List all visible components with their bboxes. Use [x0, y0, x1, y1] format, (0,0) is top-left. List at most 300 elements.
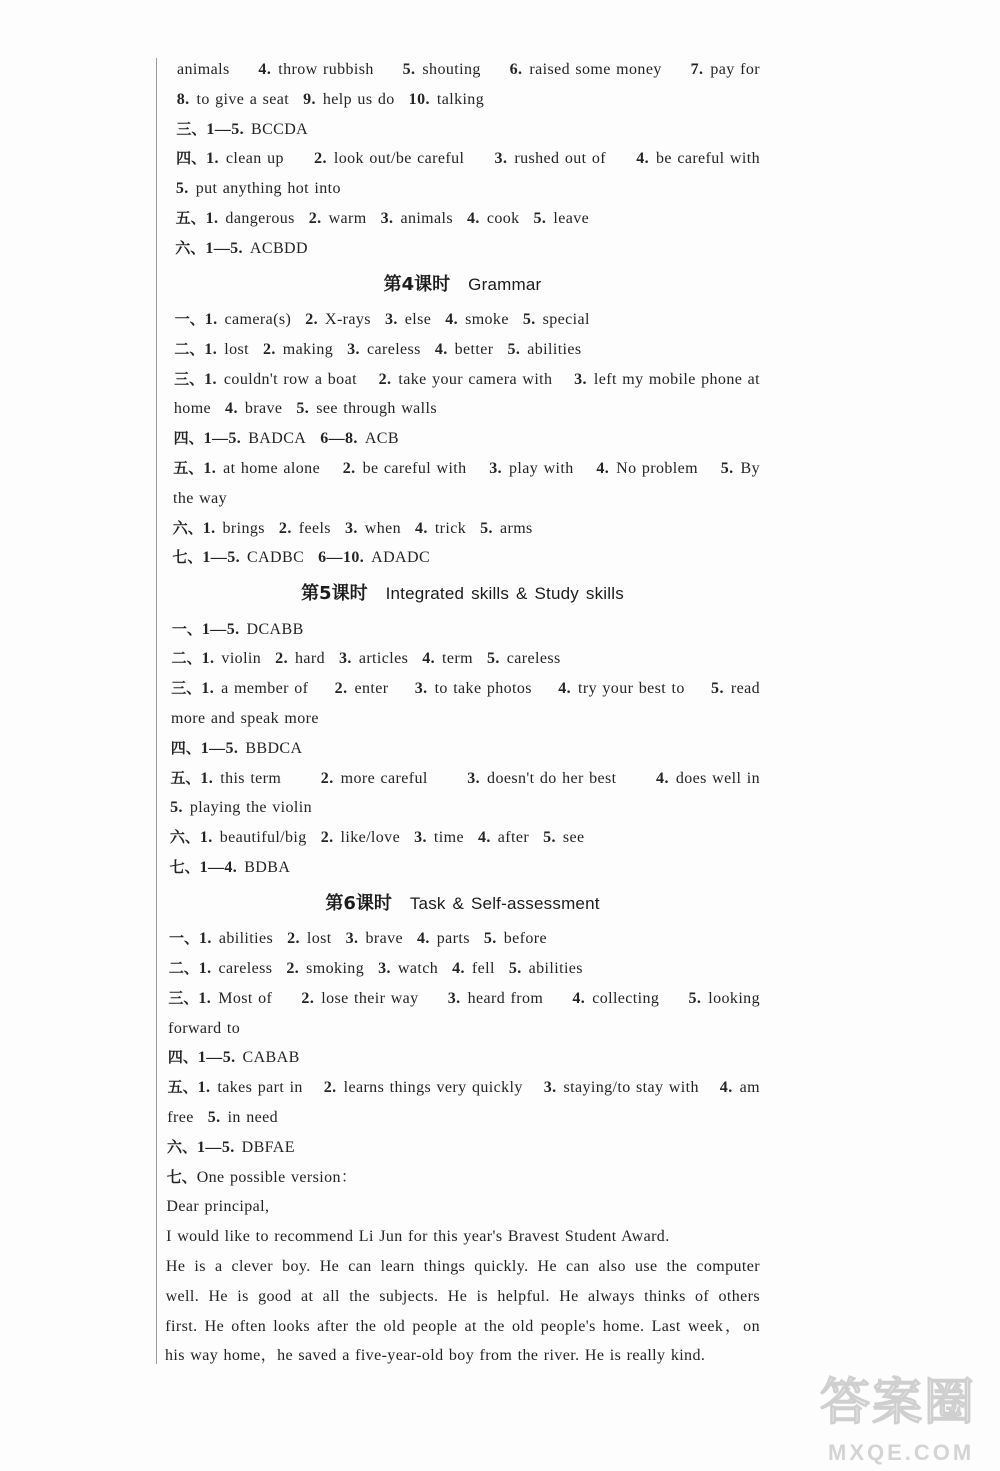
answer-item [176, 115, 308, 145]
answer-text: be careful with [656, 150, 760, 168]
section-marker: 七、 [172, 548, 203, 567]
item-number: 3. [489, 460, 503, 478]
answer-item [174, 365, 357, 395]
lesson-number: 第6课时 [325, 892, 392, 914]
answer-line [165, 1163, 760, 1193]
item-number: 1. [198, 959, 212, 977]
lesson-heading [165, 883, 760, 924]
item-number: 1—5. [200, 739, 239, 757]
item-number: 3. [414, 680, 428, 698]
item-number: 1. [201, 680, 215, 698]
answer-text: term [442, 650, 473, 668]
answer-item [176, 174, 341, 204]
answer-line [165, 764, 760, 794]
item-number: 2. [278, 519, 292, 537]
answer-item [489, 454, 573, 484]
answer-text: see through walls [316, 400, 437, 418]
item-number: 5. [483, 930, 497, 948]
answer-text: doesn't do her best [487, 769, 617, 787]
item-number: 4. [434, 340, 448, 358]
answer-item [345, 514, 401, 544]
section-marker: 四、 [167, 1048, 198, 1067]
answer-text: One possible version： [196, 1168, 358, 1186]
answer-text: put anything hot into [195, 180, 341, 198]
answer-line [165, 305, 760, 335]
section-marker: 四、 [173, 429, 204, 448]
answer-text: leave [553, 210, 590, 228]
answer-text: after [497, 829, 530, 847]
answer-item [263, 335, 333, 365]
section-marker: 六、 [167, 1137, 198, 1156]
answer-line [165, 704, 760, 734]
item-number: 1—5. [205, 239, 243, 257]
answer-item [258, 55, 373, 85]
answer-text: camera(s) [224, 311, 292, 329]
answer-text: CADBC [247, 549, 305, 567]
answer-text: ACBDD [249, 239, 308, 257]
answer-text: more careful [340, 769, 428, 787]
item-number: 5. [486, 650, 500, 668]
item-number: 5. [543, 829, 556, 847]
item-number: 1—5. [202, 549, 241, 567]
gutter-line [156, 58, 157, 1364]
answer-item [176, 204, 295, 234]
section-marker: 六、 [175, 238, 206, 257]
item-number: 1. [204, 340, 218, 358]
section-marker: 一、 [169, 929, 200, 948]
item-number: 1—5. [197, 1138, 235, 1156]
item-number: 1. [201, 650, 215, 668]
item-number: 2. [301, 989, 315, 1007]
answer-text: BCCDA [251, 120, 309, 138]
item-number: 3. [574, 370, 587, 388]
section-marker: 一、 [171, 619, 202, 638]
answer-text: parts [436, 930, 470, 948]
answer-text: smoking [306, 959, 365, 977]
answer-item [321, 823, 400, 853]
item-number: 1. [199, 829, 213, 847]
item-number: 2. [275, 650, 288, 668]
item-number: 1—5. [201, 620, 240, 638]
answer-text: see [562, 829, 585, 847]
answer-item [225, 394, 282, 424]
answer-item [169, 924, 273, 954]
answer-item [208, 1103, 278, 1133]
answer-text: animals [400, 210, 454, 228]
answer-text: fell [471, 959, 495, 977]
answer-item [170, 853, 291, 883]
answer-text: takes part in [217, 1079, 303, 1097]
answer-item [168, 984, 272, 1014]
answer-item [176, 144, 284, 174]
item-number: 3. [347, 340, 360, 358]
answer-item [177, 85, 289, 115]
item-number: 5. [507, 340, 521, 358]
answer-text: BBDCA [245, 739, 303, 757]
item-number: 4. [719, 1079, 733, 1097]
answer-item [409, 85, 484, 115]
item-number: 6—8. [320, 430, 358, 448]
answer-item [572, 984, 659, 1014]
answer-text: hard [294, 650, 326, 668]
answer-text: rushed out of [514, 150, 606, 168]
item-number: 2. [314, 150, 327, 168]
answer-text: abilities [218, 930, 274, 948]
item-number: 1. [197, 1079, 211, 1097]
answer-text: heard from [467, 989, 544, 1007]
answer-item [174, 394, 211, 424]
answer-text: learns things very quickly [343, 1079, 523, 1097]
answer-text: left my mobile phone at [593, 370, 760, 388]
answer-text: collecting [592, 989, 660, 1007]
answer-text: By [740, 460, 760, 478]
section-marker: 三、 [174, 369, 205, 388]
answer-item [448, 984, 543, 1014]
answer-item [543, 823, 584, 853]
answer-line [165, 644, 760, 674]
item-number: 3. [494, 150, 508, 168]
answer-line [165, 1043, 760, 1073]
answer-line [165, 823, 760, 853]
lesson-title: Grammar [468, 274, 542, 294]
answer-text: beautiful/big [219, 829, 307, 847]
answer-text: articles [358, 650, 409, 668]
item-number: 3. [378, 959, 391, 977]
answer-item [303, 85, 395, 115]
answer-line [165, 454, 760, 484]
answer-item [324, 1073, 523, 1103]
answer-text: pay for [710, 61, 760, 79]
answer-text: special [542, 311, 590, 329]
item-number: 1. [202, 519, 216, 537]
answer-text: brings [222, 519, 265, 537]
answer-item [346, 924, 403, 954]
item-number: 1. [199, 930, 212, 948]
answer-item [691, 55, 760, 85]
answer-item [275, 644, 325, 674]
item-number: 4. [656, 769, 669, 787]
answer-text: help us do [322, 90, 395, 108]
answer-line [165, 85, 760, 115]
item-number: 2. [286, 959, 300, 977]
answer-item [287, 924, 332, 954]
item-number: 5. [296, 400, 310, 418]
answer-text: try your best to [578, 680, 685, 698]
answer-item [175, 305, 292, 335]
answer-text: more and speak more [171, 710, 319, 728]
answer-text: home [173, 400, 212, 418]
answer-text: shouting [422, 61, 481, 79]
answer-item [286, 954, 364, 984]
item-number: 4. [636, 150, 650, 168]
item-number: 5. [711, 680, 724, 698]
answer-text: making [282, 340, 334, 358]
answer-item [385, 305, 431, 335]
answer-line [165, 674, 760, 704]
answer-line [165, 984, 760, 1014]
answer-item [487, 644, 561, 674]
answer-item [480, 514, 533, 544]
answer-text: DBFAE [241, 1138, 295, 1156]
item-number: 3. [339, 650, 352, 668]
lesson-title: Integrated skills & Study skills [385, 584, 624, 604]
answer-text: throw rubbish [278, 61, 374, 79]
item-number: 4. [422, 650, 436, 668]
answer-line [165, 615, 760, 645]
answer-item [544, 1073, 699, 1103]
answer-text: this term [220, 769, 282, 787]
letter-line: well. He is good at all the subjects. He is helpful. He always thinks of others [165, 1287, 760, 1305]
answer-text: looking [708, 989, 760, 1007]
answer-line [165, 1073, 760, 1103]
item-number: 3. [344, 519, 358, 537]
answer-text: when [364, 519, 402, 537]
item-number: 3. [543, 1079, 557, 1097]
item-number: 2. [323, 1079, 337, 1097]
answer-text: violin [221, 650, 262, 668]
item-number: 10. [408, 90, 430, 108]
answer-item [574, 365, 760, 395]
letter-line: his way home，he saved a five-year-old boy from the river. He is really kind. [165, 1347, 706, 1365]
lesson-heading [165, 264, 760, 305]
answer-item [171, 704, 319, 734]
item-number: 8. [176, 90, 190, 108]
item-number: 4. [572, 989, 586, 1007]
answer-line [165, 365, 760, 395]
answer-text: feels [298, 519, 331, 537]
answer-text: animals [177, 61, 230, 79]
answer-text: take your camera with [398, 370, 553, 388]
section-marker: 三、 [168, 988, 199, 1007]
item-number: 1—4. [199, 859, 238, 876]
answer-line [165, 234, 760, 264]
answer-item [636, 144, 760, 174]
answer-line [165, 734, 760, 764]
answer-text: time [433, 829, 464, 847]
lesson-number: 第4课时 [383, 273, 451, 295]
answer-item [169, 954, 273, 984]
item-number: 9. [303, 90, 316, 108]
item-number: 4. [558, 680, 572, 698]
answer-item [305, 305, 371, 335]
answer-item [478, 823, 529, 853]
item-number: 2. [262, 340, 276, 358]
item-number: 2. [308, 210, 322, 228]
answer-item [467, 204, 520, 234]
item-number: 5. [402, 61, 416, 79]
answer-item [321, 764, 428, 794]
answer-item [495, 144, 606, 174]
lesson-number: 第5课时 [301, 583, 368, 605]
answer-item [510, 55, 662, 85]
item-number: 5. [720, 460, 734, 478]
answer-item [403, 55, 481, 85]
answer-item [173, 454, 320, 484]
item-number: 4. [452, 959, 465, 977]
answer-item [318, 543, 430, 573]
answer-item [167, 1133, 295, 1163]
answer-text: couldn't row a boat [223, 370, 357, 388]
item-number: 2. [334, 680, 348, 698]
answer-line [165, 1103, 760, 1133]
answer-item [343, 454, 467, 484]
answer-text: smoke [465, 311, 509, 329]
answer-item [171, 734, 303, 764]
answer-item [172, 615, 304, 645]
answer-item [320, 424, 399, 454]
item-number: 4. [415, 519, 428, 537]
answer-text: abilities [527, 340, 582, 358]
item-number: 4. [416, 930, 430, 948]
item-number: 1. [200, 769, 214, 787]
section-marker: 五、 [173, 459, 204, 478]
answer-item [314, 144, 464, 174]
answer-item [175, 234, 308, 264]
answer-text: abilities [528, 959, 583, 977]
answer-item [301, 984, 418, 1014]
item-number: 2. [305, 311, 318, 329]
item-number: 4. [445, 311, 459, 329]
answer-line [165, 174, 760, 204]
answer-item [415, 674, 532, 704]
answer-item [172, 644, 262, 674]
answer-line [165, 204, 760, 234]
answer-text: careless [366, 340, 421, 358]
item-number: 3. [447, 989, 461, 1007]
answer-item [523, 305, 590, 335]
answer-item [417, 924, 470, 954]
item-number: 5. [175, 180, 189, 198]
answer-line [165, 144, 760, 174]
answer-text: free [167, 1108, 194, 1126]
item-number: 5. [688, 989, 702, 1007]
answer-text: dangerous [225, 210, 295, 228]
letter-line: I would like to recommend Li Jun for this year's Bravest Student Award. [166, 1228, 670, 1246]
item-number: 5. [480, 519, 493, 537]
letter-line: He is a clever boy. He can learn things quickly. He can also use the computer [165, 1257, 760, 1275]
answer-item [688, 984, 760, 1014]
item-number: 3. [384, 311, 398, 329]
item-number: 4. [477, 829, 491, 847]
answer-text: watch [397, 959, 439, 977]
letter-line: first. He often looks after the old people at the old people's home. Last week，on [165, 1317, 760, 1335]
answer-text: forward to [168, 1019, 241, 1037]
answer-item [422, 644, 473, 674]
section-marker: 一、 [174, 310, 205, 329]
section-marker: 六、 [172, 518, 203, 537]
answer-item [170, 793, 312, 823]
answer-item [720, 1073, 760, 1103]
answer-text: ACB [364, 430, 399, 448]
answer-text: read [730, 680, 760, 698]
watermark-logo: 答案圈 [820, 1373, 976, 1431]
answer-text: warm [328, 210, 367, 228]
answer-text: to give a seat [196, 90, 290, 108]
answer-item [509, 954, 583, 984]
answer-text: X-rays [325, 311, 371, 329]
answer-text: ADADC [371, 549, 431, 567]
section-marker: 四、 [170, 738, 201, 757]
answer-text: be careful with [362, 460, 467, 478]
answer-column [165, 55, 760, 1371]
answer-line [165, 924, 760, 954]
section-marker: 五、 [167, 1078, 198, 1097]
sample-letter [165, 1192, 760, 1371]
section-marker: 二、 [171, 649, 202, 668]
section-marker: 二、 [174, 339, 205, 358]
answer-item [484, 924, 547, 954]
answer-text: before [503, 930, 547, 948]
answer-line [165, 1133, 760, 1163]
answer-text: enter [354, 680, 389, 698]
answer-text: am [739, 1079, 760, 1097]
answer-text: clean up [225, 150, 284, 168]
item-number: 2. [378, 370, 392, 388]
answer-line [165, 954, 760, 984]
answer-text: brave [244, 400, 283, 418]
answer-item [467, 764, 616, 794]
answer-item [378, 954, 438, 984]
answer-item [507, 335, 581, 365]
answer-text: to take photos [434, 680, 532, 698]
answer-text: better [454, 340, 494, 358]
item-number: 1. [203, 460, 217, 478]
section-marker: 七、 [169, 858, 200, 876]
answer-text: a member of [221, 680, 309, 698]
answer-text: the way [173, 489, 228, 507]
answer-text: staying/to stay with [563, 1079, 699, 1097]
answer-item [596, 454, 698, 484]
answer-line [165, 484, 760, 514]
item-number: 3. [345, 930, 359, 948]
answer-item [177, 55, 230, 85]
answer-item [170, 823, 307, 853]
answer-text: talking [436, 90, 485, 108]
answer-text: CABAB [242, 1049, 300, 1067]
answer-text: raised some money [529, 61, 662, 79]
item-number: 5. [533, 210, 547, 228]
answer-item [170, 764, 281, 794]
answer-line [165, 55, 760, 85]
answer-item [711, 674, 760, 704]
answer-item [721, 454, 760, 484]
answer-text: playing the violin [189, 799, 312, 817]
item-number: 1. [198, 989, 212, 1007]
item-number: 1. [204, 311, 218, 329]
item-number: 2. [287, 930, 300, 948]
item-number: 2. [320, 769, 334, 787]
answer-text: look out/be careful [333, 150, 465, 168]
answer-item [452, 954, 495, 984]
section-marker: 三、 [176, 119, 207, 138]
answer-item [172, 543, 304, 573]
item-number: 6. [509, 61, 523, 79]
answer-text: cook [486, 210, 520, 228]
section-marker: 七、 [166, 1167, 197, 1186]
answer-item [381, 204, 453, 234]
item-number: 5. [508, 959, 522, 977]
answer-item [335, 674, 389, 704]
answer-text: lost [224, 340, 249, 358]
answer-text: like/love [340, 829, 401, 847]
item-number: 5. [170, 799, 183, 817]
answer-text: does well in [675, 769, 760, 787]
item-number: 4. [258, 61, 272, 79]
section-marker: 六、 [169, 828, 200, 847]
item-number: 2. [320, 829, 334, 847]
item-number: 1—5. [203, 430, 242, 448]
answer-item [347, 335, 421, 365]
